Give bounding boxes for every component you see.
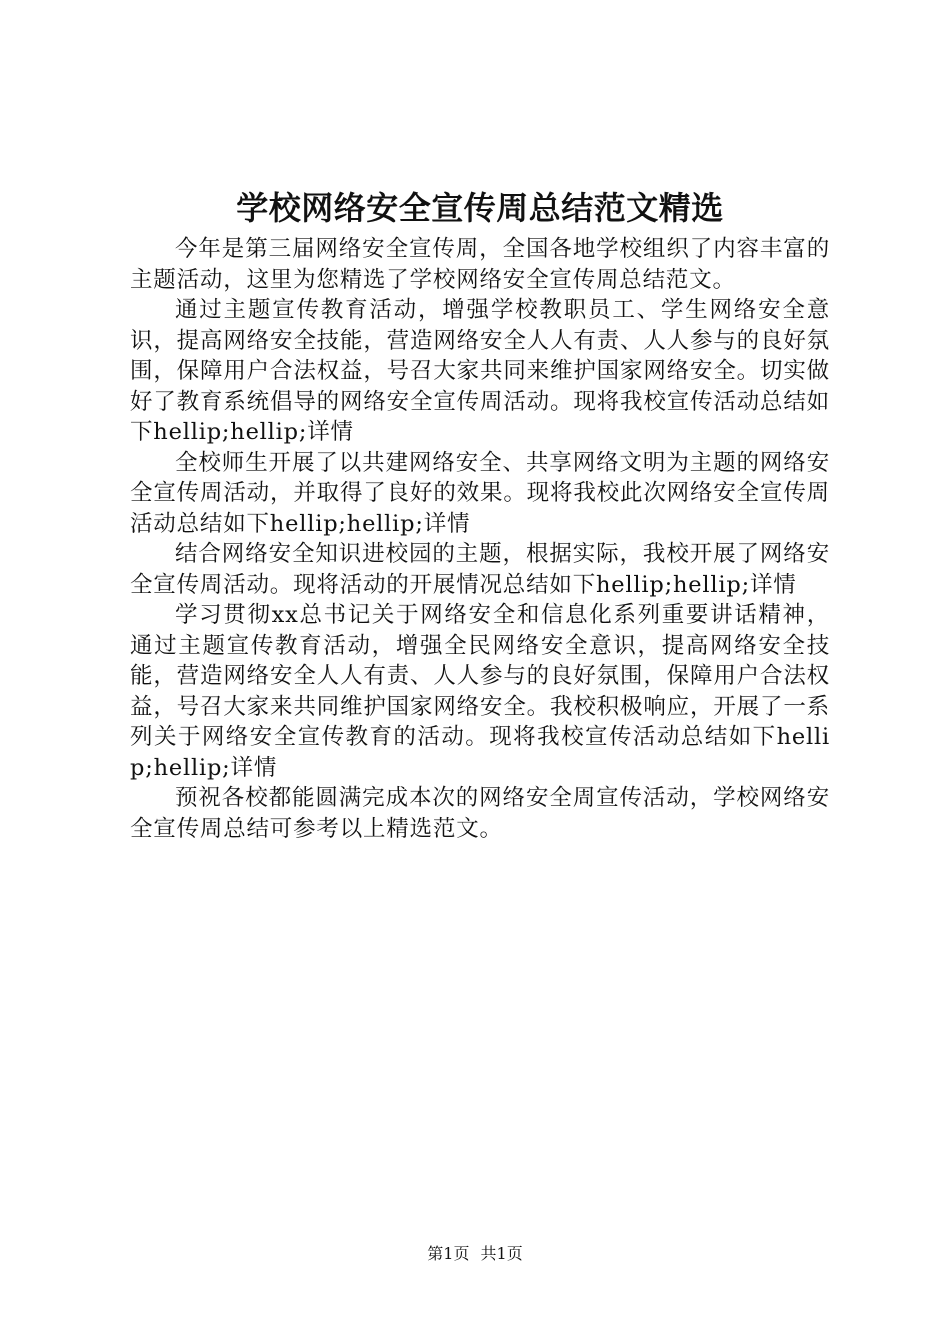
- page-footer: [0, 1243, 950, 1265]
- page-number-total: 共1页: [480, 1244, 523, 1263]
- paragraph-summary-2: 全校师生开展了以共建网络安全、共享网络文明为主题的网络安全宣传周活动，并取得了良好的效果。现将我校此次网络安全宣传周活动总结如下hellip;hellip;详情: [130, 449, 830, 537]
- paragraph-summary-4: 学习贯彻xx总书记关于网络安全和信息化系列重要讲话精神，通过主题宣传教育活动，增强全民网络安全意识，提高网络安全技能，营造网络安全人人有责、人人参与的良好氛围，保障用户合法权益，号召大家来共同维护国家网络安全。我校积极响应，开展了一系列关于网络安全宣传教育的活动。现将我校宣传活动总结如下hellip;hellip;详情: [130, 602, 830, 781]
- page-number-current: 第1页: [427, 1244, 470, 1263]
- paragraph-intro: 今年是第三届网络安全宣传周，全国各地学校组织了内容丰富的主题活动，这里为您精选了学校网络安全宣传周总结范文。: [130, 236, 830, 293]
- document-title: 学校网络安全宣传周总结范文精选: [236, 189, 724, 227]
- paragraph-closing: 预祝各校都能圆满完成本次的网络安全周宣传活动，学校网络安全宣传周总结可参考以上精选范文。: [130, 785, 830, 842]
- document-body: [130, 234, 830, 844]
- paragraph-summary-1: 通过主题宣传教育活动，增强学校教职员工、学生网络安全意识，提高网络安全技能，营造网络安全人人有责、人人参与的良好氛围，保障用户合法权益，号召大家共同来维护国家网络安全。切实做好了教育系统倡导的网络安全宣传周活动。现将我校宣传活动总结如下hellip;hellip;详情: [130, 297, 830, 445]
- paragraph-summary-3: 结合网络安全知识进校园的主题，根据实际，我校开展了网络安全宣传周活动。现将活动的开展情况总结如下hellip;hellip;详情: [130, 541, 830, 598]
